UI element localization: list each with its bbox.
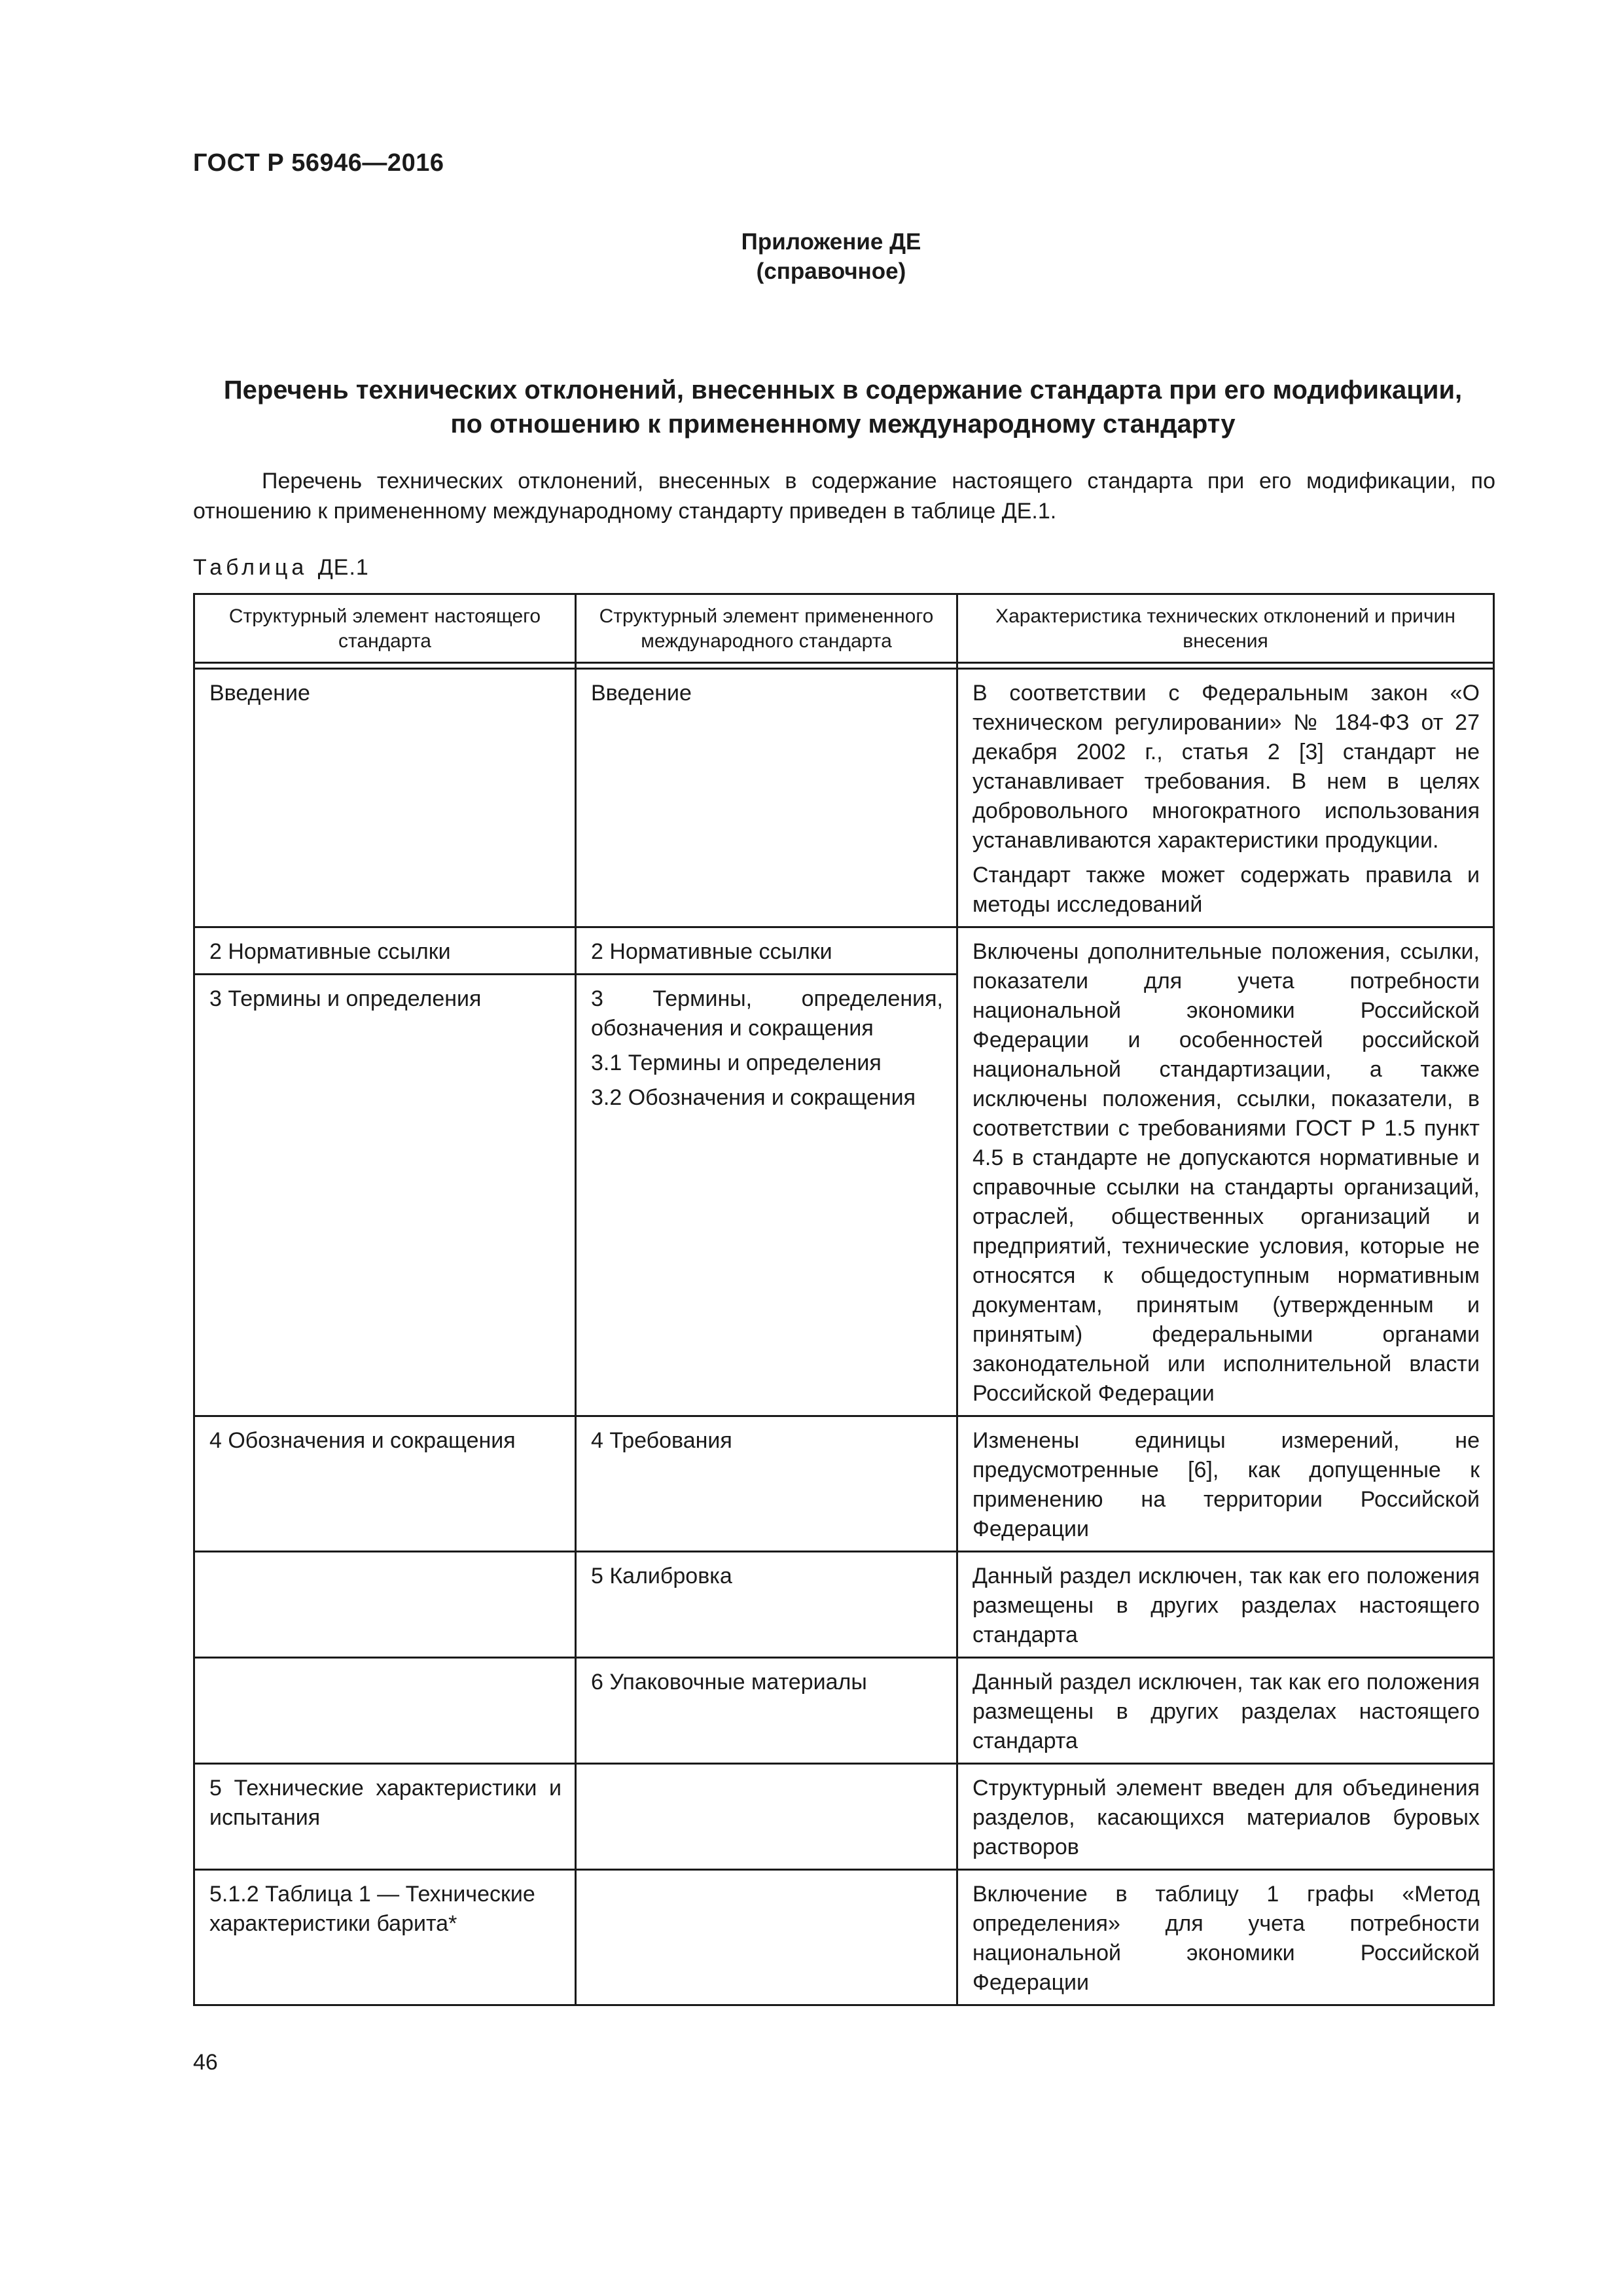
header-cell-international-element: Структурный элемент примененного международного стандарта [576,594,957,663]
table-caption [193,555,369,581]
cell-international-element: 5 Калибровка [576,1552,957,1658]
cell-international-element [576,975,957,1416]
appendix-type: (справочное) [756,259,906,284]
cell-deviation: Структурный элемент введен для объединения разделов, касающихся материалов буровых растворов [957,1764,1494,1870]
cell-current-element: 4 Обозначения и сокращения [194,1416,576,1552]
cell-current-element: Введение [194,669,576,927]
intro-line1: Перечень технических отклонений, внесенных в содержание настоящего стандарта при его модификации, по [262,469,1495,493]
table-row [194,1552,1494,1658]
cell-current-element [194,1658,576,1764]
table-caption-word: Таблица [193,555,308,580]
cell-deviation: Данный раздел исключен, так как его положения размещены в других разделах настоящего стандарта [957,1552,1494,1658]
cell-deviation [957,669,1494,927]
cell-deviation: Данный раздел исключен, так как его положения размещены в других разделах настоящего стандарта [957,1658,1494,1764]
section-heading-line1: Перечень технических отклонений, внесенных в содержание стандарта при его модификации, [223,376,1463,404]
header-cell-current-element: Структурный элемент настоящего стандарта [194,594,576,663]
page-number: 46 [193,2050,218,2075]
cell-current-element [194,1552,576,1658]
cell-current-element: 5 Технические характеристики и испытания [194,1764,576,1870]
appendix-title: Приложение ДЕ [741,229,921,255]
cell-international-paragraph: 3.2 Обозначения и сокращения [591,1085,916,1110]
cell-international-paragraph: 3.1 Термины и определения [591,1050,882,1075]
cell-international-element: 4 Требования [576,1416,957,1552]
intro-paragraph [193,466,1495,526]
table-row [194,1870,1494,2005]
cell-deviation: Включены дополнительные положения, ссылки, показатели для учета потребности национальной экономики Российской Федерации и особенностей российской национальной стандартизации, а также исключены положения, ссылки, показатели, в соответствии с требованиями ГОСТ Р 1.5 пункт 4.5 в стандарте не допускаются нормативные и справочные ссылки на стандарты организаций, отраслей, общественных организаций и предприятий, технические условия, которые не относятся к общедоступным нормативным документам, принятым (утвержденным и принятым) федеральными органами законодательной или исполнительной власти Российской Федерации [957,927,1494,1416]
cell-deviation-paragraph: Стандарт также может содержать правила и методы исследований [972,863,1480,917]
section-heading-line2: по отношению к примененному международному стандарту [450,410,1236,439]
cell-international-paragraph: 3 Термины, определения, обозначения и сокращения [591,986,943,1041]
cell-current-element: 2 Нормативные ссылки [194,927,576,975]
cell-international-element [576,1870,957,2005]
table-row [194,1658,1494,1764]
cell-deviation: Включение в таблицу 1 графы «Метод определения» для учета потребности национальной экономики Российской Федерации [957,1870,1494,2005]
cell-international-element [576,1764,957,1870]
cell-international-element: Введение [576,669,957,927]
deviations-table [193,593,1495,2006]
table-row [194,1416,1494,1552]
table-row [194,669,1494,927]
cell-deviation: Изменены единицы измерений, не предусмотренные [6], как допущенные к применению на территории Российской Федерации [957,1416,1494,1552]
cell-international-element: 2 Нормативные ссылки [576,927,957,975]
cell-current-element: 3 Термины и определения [194,975,576,1416]
cell-current-element: 5.1.2 Таблица 1 — Технические характеристики барита* [194,1870,576,2005]
table-header-row [194,594,1494,663]
table-row [194,927,1494,975]
document-code: ГОСТ Р 56946—2016 [193,149,444,177]
header-gap [194,663,1494,669]
cell-deviation-paragraph: В соответствии с Федеральным закон «О техническом регулировании» № 184-ФЗ от 27 декабря 2002 г., статья 2 [3] стандарт не устанавливает требования. В нем в целях добровольного многократного использования устанавливаются характеристики продукции. [972,681,1480,853]
table-caption-number: ДЕ.1 [317,555,369,580]
header-cell-deviation-description: Характеристика технических отклонений и причин внесения [957,594,1494,663]
table-row [194,1764,1494,1870]
cell-international-element: 6 Упаковочные материалы [576,1658,957,1764]
intro-line2: отношению к примененному международному стандарту приведен в таблице ДЕ.1. [193,499,1057,524]
